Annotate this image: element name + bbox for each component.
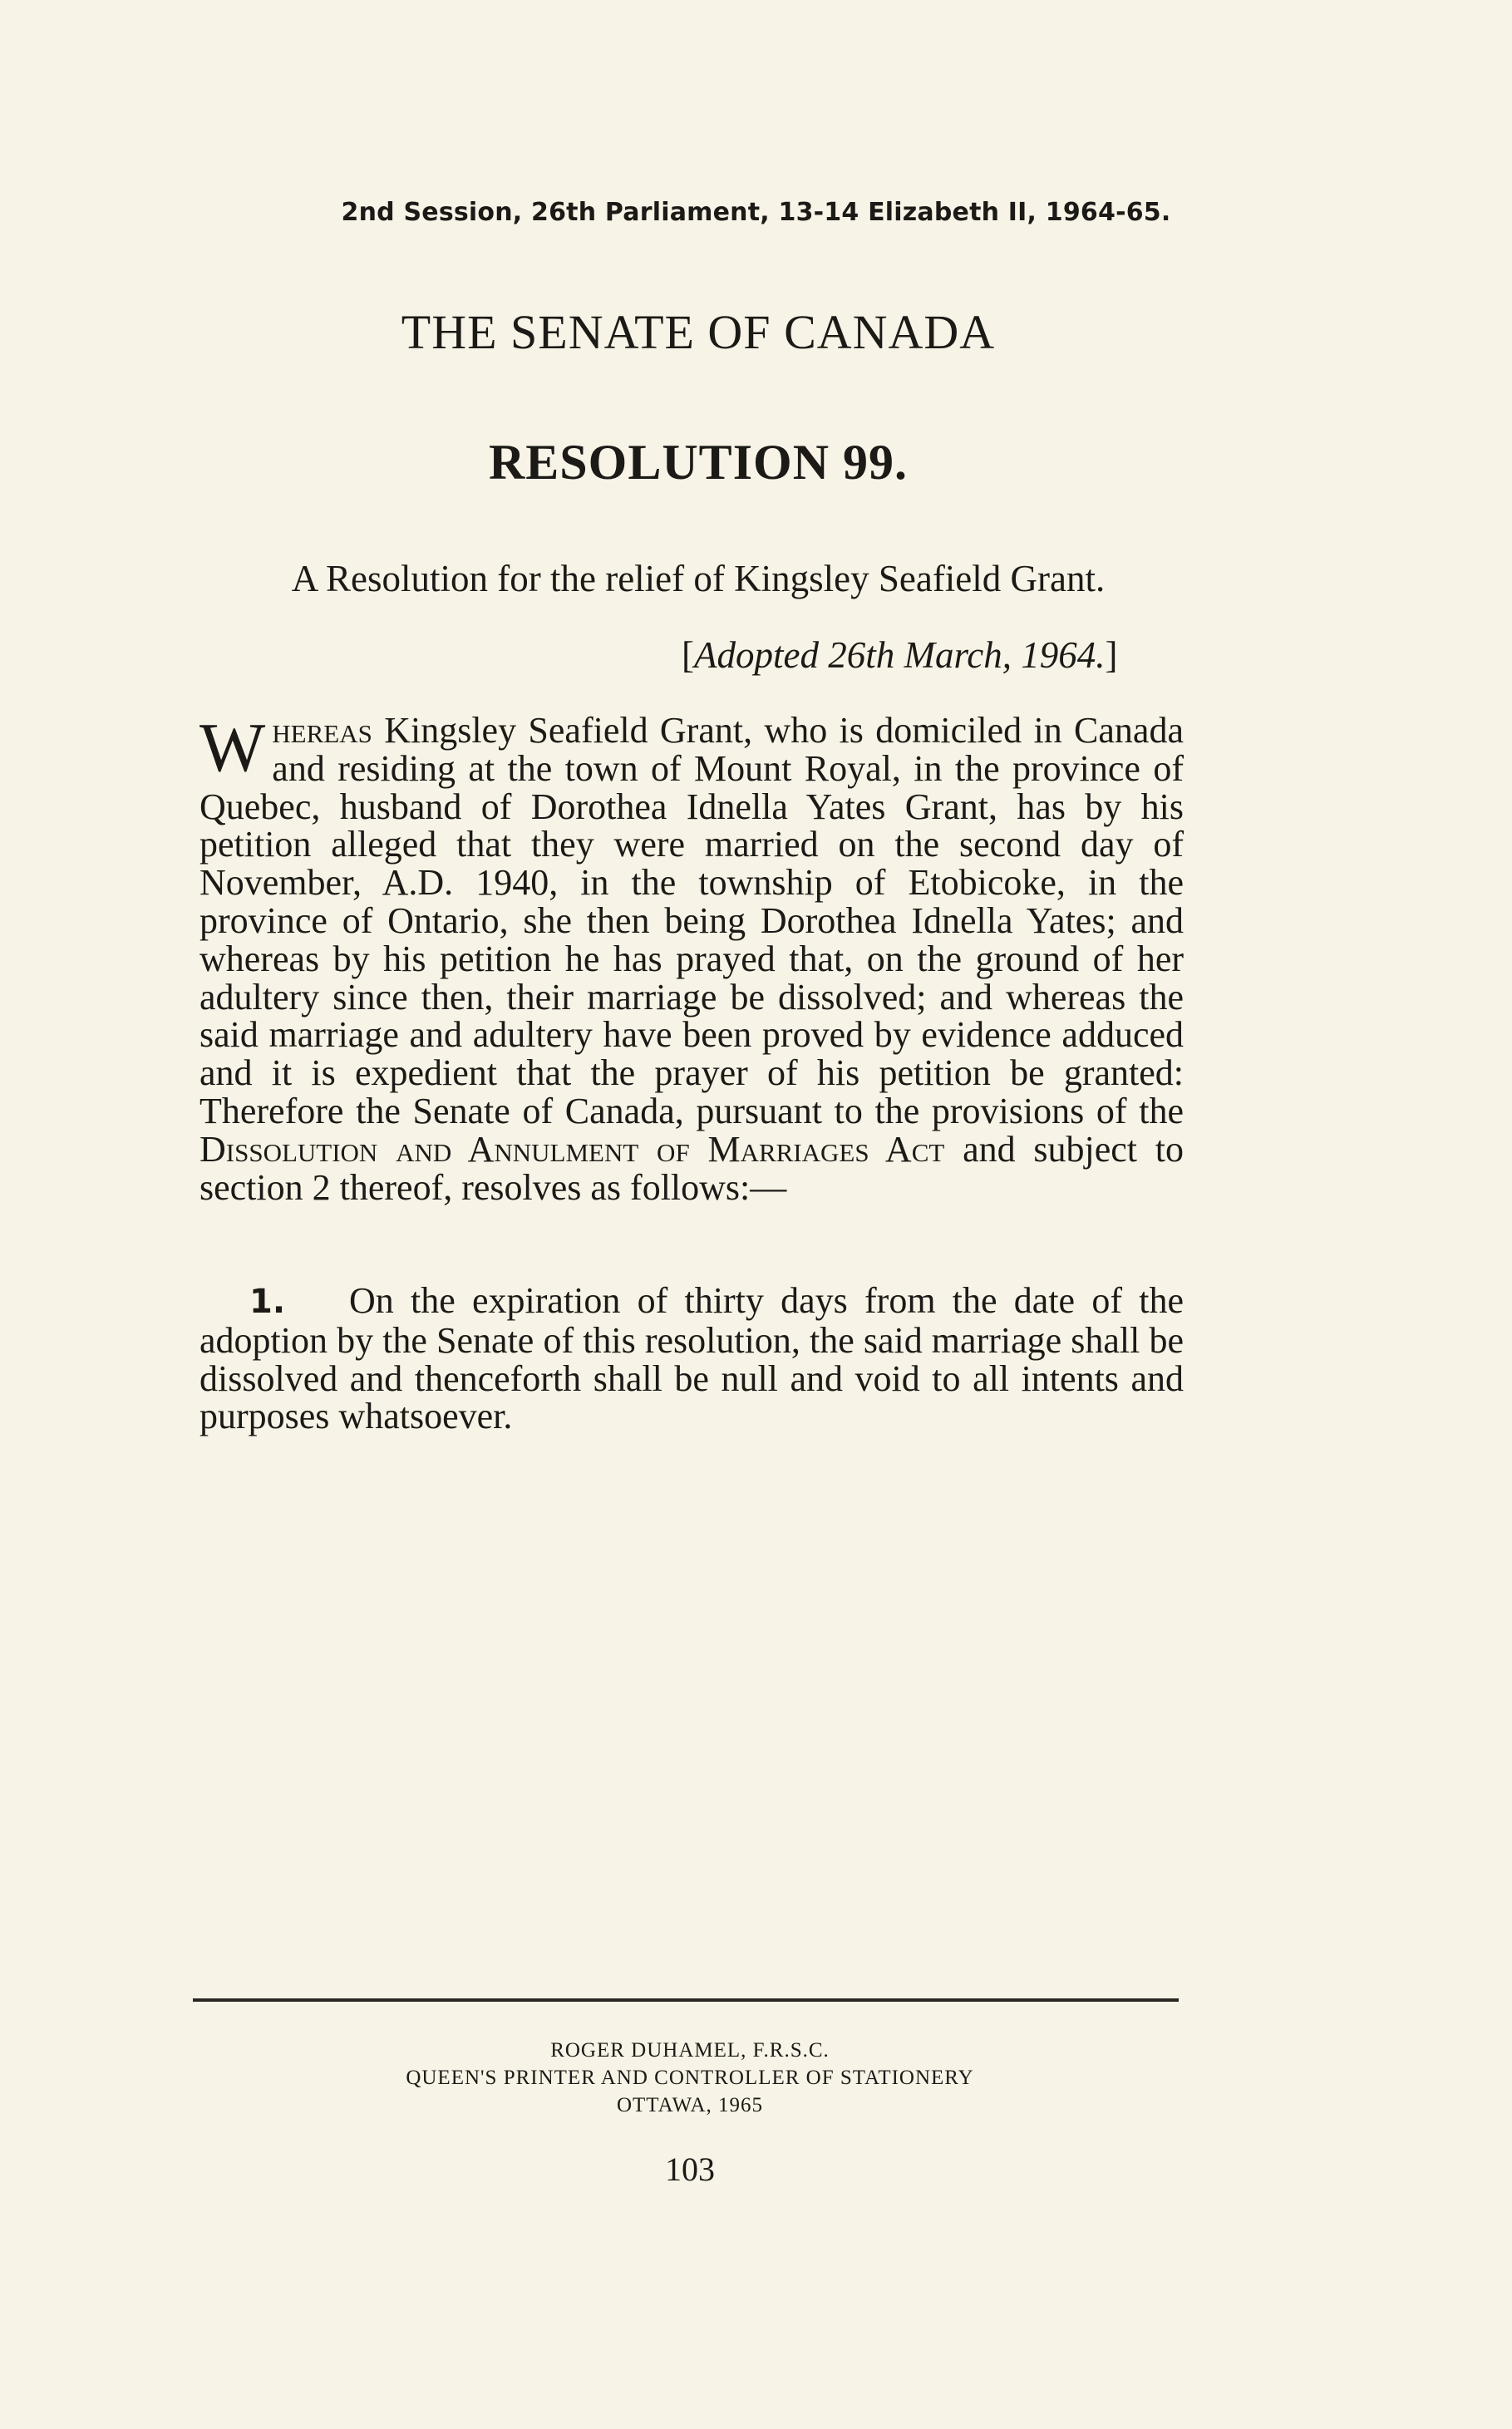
printer-place-year: OTTAWA, 1965 — [616, 2094, 764, 2116]
session-header: 2nd Session, 26th Parliament, 13-14 Elizabeth II, 1964-65. — [341, 198, 1171, 227]
preamble-lead-word: hereas — [272, 710, 372, 751]
preamble-text-part2: and subject to section 2 thereof, resolves as follows:— — [199, 1128, 1184, 1208]
resolution-subject: A Resolution for the relief of Kingsley Seafield Grant. — [291, 558, 1106, 599]
footer-divider — [193, 1998, 1179, 2002]
printer-imprint — [0, 2037, 1380, 2119]
act-name: Dissolution and Annulment of Marriages Act — [199, 1128, 945, 1170]
adopted-date-text: Adopted 26th March, 1964. — [694, 634, 1106, 676]
preamble-text-part1: Kingsley Seafield Grant, who is domiciled in Canada and residing at the town of Mount Royal, in the province of Quebec, husband of Dorothea Idnella Yates Grant, has by his petition alleged that they were married on the second day of November, A.D. 1940, in the township of Etobicoke, in the province of Ontario, she then being Dorothea Idnella Yates; and whereas by his petition he has prayed that, on the ground of her adultery since then, their marriage be dissolved; and whereas the said marriage and adultery have been proved by evidence adduced and it is expedient that the prayer of his petition be granted: Therefore the Senate of Canada, pursuant to the provisions of the — [199, 710, 1184, 1131]
adopted-open-bracket: [ — [682, 634, 694, 676]
printer-title: QUEEN'S PRINTER AND CONTROLLER OF STATIONERY — [406, 2067, 974, 2089]
senate-title: THE SENATE OF CANADA — [401, 305, 996, 359]
clause-number: 1. — [249, 1283, 286, 1321]
adopted-close-bracket: ] — [1105, 634, 1118, 676]
clause-text: On the expiration of thirty days from the date of the adoption by the Senate of this resolution, the said marriage shall be dissolved and thenceforth shall be null and void to all intents and purposes whatsoever. — [199, 1280, 1184, 1437]
clause-1 — [199, 1282, 1184, 1436]
drop-cap: W — [199, 709, 266, 786]
page-number: 103 — [665, 2151, 715, 2188]
printer-name: ROGER DUHAMEL, F.R.S.C. — [550, 2039, 830, 2062]
preamble-paragraph — [199, 709, 1184, 1208]
adopted-date — [682, 633, 1180, 677]
resolution-title: RESOLUTION 99. — [488, 435, 909, 490]
